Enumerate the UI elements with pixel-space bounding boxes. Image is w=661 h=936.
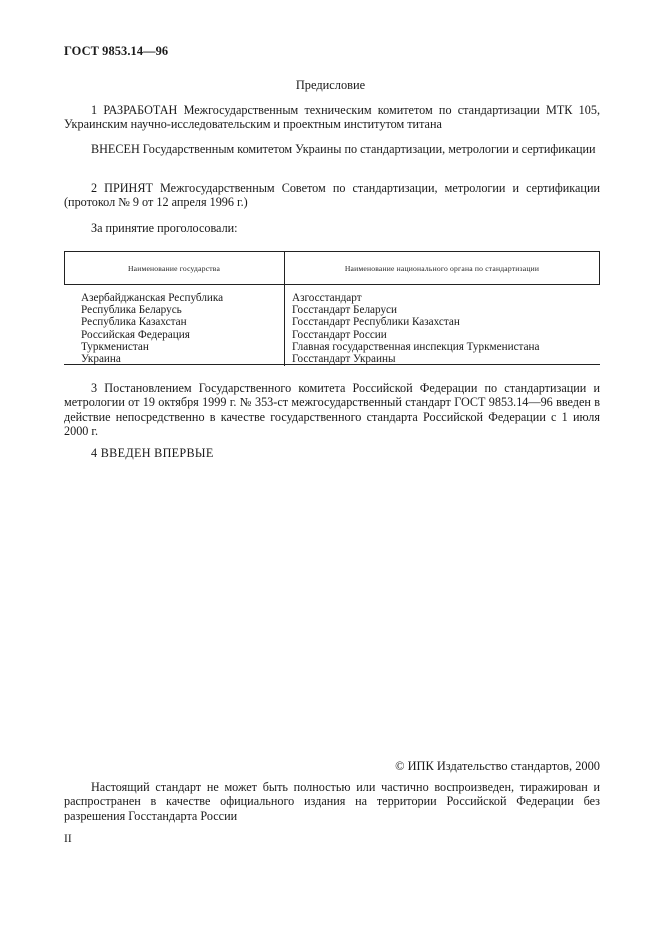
national-bodies-column [292,292,596,365]
table-cell-body: Азгосстандарт [292,292,362,304]
table-cell-body: Госстандарт России [292,328,387,341]
states-column [81,292,281,365]
paragraph-developed: 1 РАЗРАБОТАН Межгосударственным техническим комитетом по стандартизации МТК 105, Украинским научно-исследовательским и проектным институтом титана [64,103,600,132]
section-title: Предисловие [295,78,366,92]
table-cell-state: Туркменистан [81,340,149,353]
table-cell-state: Российская Федерация [81,328,190,341]
paragraph-introduced: ВНЕСЕН Государственным комитетом Украины по стандартизации, метрологии и сертификации [91,142,596,156]
table-cell-body: Госстандарт Республики Казахстан [292,316,460,329]
reproduction-notice: Настоящий стандарт не может быть полностью или частично воспроизведен, тиражирован и распространен в качестве официального издания на территории Российской Федерации без разрешения Госстандарта России [64,780,600,823]
table-cell-body: Госстандарт Беларуси [292,304,397,317]
table-cell-state: Украина [81,353,121,366]
column-header-national-body: Наименование национального органа по стандартизации [344,264,540,273]
voting-table [64,251,600,365]
table-cell-body: Главная государственная инспекция Туркменистана [292,340,540,353]
table-cell-body: Госстандарт Украины [292,353,396,366]
copyright-line: © ИПК Издательство стандартов, 2000 [395,759,600,773]
page-number: II [64,833,72,845]
paragraph-decree: 3 Постановлением Государственного комитета Российской Федерации по стандартизации и метрологии от 19 октября 1999 г. № 353-ст межгосударственный стандарт ГОСТ 9853.14—96 введен в действие непосредственно в качестве государственного стандарта Российской Федерации с 1 июля 2000 г. [64,381,600,439]
paragraph-voted: За принятие проголосовали: [91,221,238,235]
paragraph-first-time: 4 ВВЕДЕН ВПЕРВЫЕ [91,446,214,460]
column-header-state: Наименование государства [127,264,221,273]
table-cell-state: Азербайджанская Республика [81,292,224,304]
table-cell-state: Республика Беларусь [81,304,182,317]
document-code: ГОСТ 9853.14—96 [64,44,169,58]
table-cell-state: Республика Казахстан [81,316,187,329]
paragraph-adopted: 2 ПРИНЯТ Межгосударственным Советом по стандартизации, метрологии и сертификации (протокол № 9 от 12 апреля 1996 г.) [64,181,600,210]
